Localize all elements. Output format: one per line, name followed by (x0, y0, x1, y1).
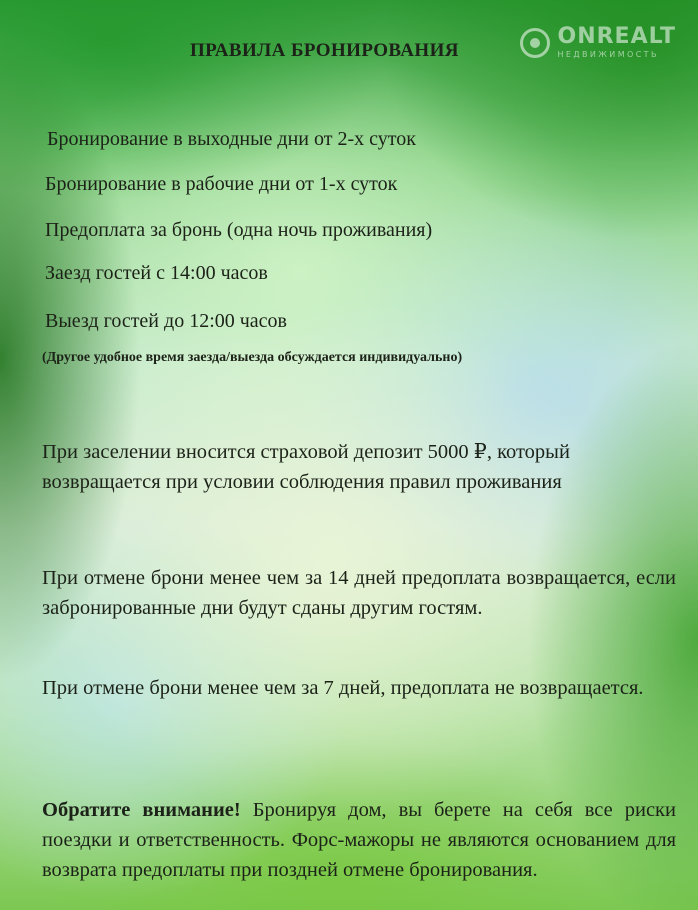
time-note: (Другое удобное время заезда/выезда обсуждается индивидуально) (42, 350, 463, 365)
watermark-text (558, 26, 677, 59)
attention-paragraph (42, 795, 676, 885)
watermark-subtitle: НЕДВИЖИМОСТЬ (557, 50, 659, 59)
rule-prepayment: Предоплата за бронь (одна ночь проживания) (45, 219, 433, 241)
attention-text: Бронируя дом, вы берете на себя все риски поездки и ответственность. Форс-мажоры не являются основанием для возврата предоплаты при поздней отмене бронирования. (42, 799, 676, 881)
rule-check-in: Заезд гостей с 14:00 часов (45, 262, 268, 284)
rule-check-out: Выезд гостей до 12:00 часов (45, 310, 288, 332)
page-title: ПРАВИЛА БРОНИРОВАНИЯ (190, 40, 459, 61)
cancellation-7-days-paragraph: При отмене брони менее чем за 7 дней, предоплата не возвращается. (42, 677, 644, 699)
cancellation-14-days-paragraph: При отмене брони менее чем за 14 дней предоплата возвращается, если забронированные дни будут сданы другим гостям. (42, 567, 676, 619)
deposit-paragraph: При заселении вносится страховой депозит 5000 ₽, который возвращается при условии соблюдения правил проживания (42, 441, 570, 493)
rule-weekend-booking: Бронирование в выходные дни от 2-х суток (47, 128, 416, 150)
rule-weekday-booking: Бронирование в рабочие дни от 1-х суток (45, 173, 398, 195)
watermark-brand: ONREALT (557, 24, 676, 49)
attention-lead: Обратите внимание! (42, 799, 241, 821)
watermark (520, 26, 677, 59)
watermark-logo-icon (520, 28, 550, 58)
